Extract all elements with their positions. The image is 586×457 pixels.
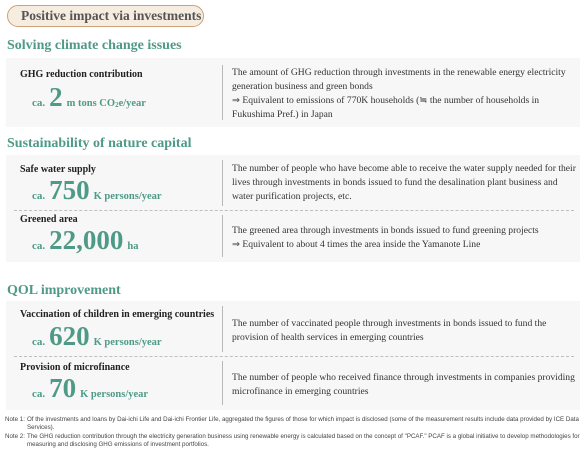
impact-unit: m tons CO2e/year [66, 98, 146, 109]
footnote: Note 1: Of the investments and loans by Dai-ichi Life and Dai-ichi Frontier Life, aggregated the figures of those for which impact is disclosed (some of the measurement results include data provided by ICE Data Services). [5, 416, 579, 432]
impact-number: 70 [49, 373, 77, 403]
column-divider [222, 160, 223, 206]
impact-label: Safe water supply [20, 164, 96, 175]
impact-label: Greened area [20, 214, 78, 225]
column-divider [222, 361, 223, 405]
impact-value: ca. 620 K persons/year [32, 321, 162, 351]
impact-number: 750 [49, 175, 90, 205]
impact-label: Provision of microfinance [20, 362, 130, 373]
page-title: Positive impact via investments [21, 8, 202, 23]
impact-item-vaccination [6, 301, 580, 356]
impact-unit: K persons/year [80, 389, 149, 400]
impact-value: ca. 750 K persons/year [32, 175, 162, 205]
section-title-nature: Sustainability of nature capital [7, 136, 192, 151]
impact-description: The number of people who have become able to receive the water supply needed for their lives through investments in bonds issued to fund the desalination plant business and water purification projects, etc. [232, 163, 576, 202]
impact-item-microfinance [6, 357, 580, 410]
impact-value: ca. 2 m tons CO2e/year [32, 82, 146, 112]
impact-label: Vaccination of children in emerging countries [20, 309, 215, 320]
impact-item-ghg [6, 58, 580, 127]
impact-unit: ha [127, 241, 139, 252]
impact-value: ca. 22,000 ha [32, 225, 139, 255]
panel-nature [6, 155, 580, 262]
impact-number: 2 [49, 82, 63, 112]
impact-label: GHG reduction contribution [20, 69, 143, 80]
impact-value: ca. 70 K persons/year [32, 373, 149, 403]
impact-description: The greened area through investments in bonds issued to fund greening projects ⇒ Equivalent to about 4 times the area inside the Yamanote Line [232, 225, 539, 250]
impact-unit: K persons/year [93, 337, 162, 348]
impact-number: 620 [49, 321, 90, 351]
column-divider [222, 65, 223, 120]
section-title-qol: QOL improvement [7, 283, 121, 298]
impact-unit: K persons/year [93, 191, 162, 202]
column-divider [222, 306, 223, 352]
panel-qol [6, 301, 580, 410]
impact-item-water [6, 155, 580, 210]
section-header-pill [7, 5, 204, 27]
impact-description: The number of vaccinated people through investments in bonds issued to fund the provision of health services in emerging countries [232, 318, 547, 343]
impact-description: The amount of GHG reduction through investments in the renewable energy electricity generation business and green bonds ⇒ Equivalent to emissions of 770K households (≒ the number of households in Fukushima Pref.) in Japan [232, 67, 566, 120]
column-divider [222, 215, 223, 257]
impact-description: The number of people who received finance through investments in companies providing microfinance in emerging countries [232, 372, 575, 397]
panel-climate [6, 58, 580, 127]
footnote: Note 2: The GHG reduction contribution through the electricity generation business using renewable energy is calculated based on the concept of "PCAF." PCAF is a global initiative to develop methodologies for measuring and disclosing GHG emissions of investment portfolios. [5, 432, 580, 449]
section-title-climate: Solving climate change issues [7, 38, 182, 53]
impact-item-greened-area [6, 211, 580, 262]
footnotes [5, 416, 583, 450]
impact-number: 22,000 [49, 225, 124, 255]
